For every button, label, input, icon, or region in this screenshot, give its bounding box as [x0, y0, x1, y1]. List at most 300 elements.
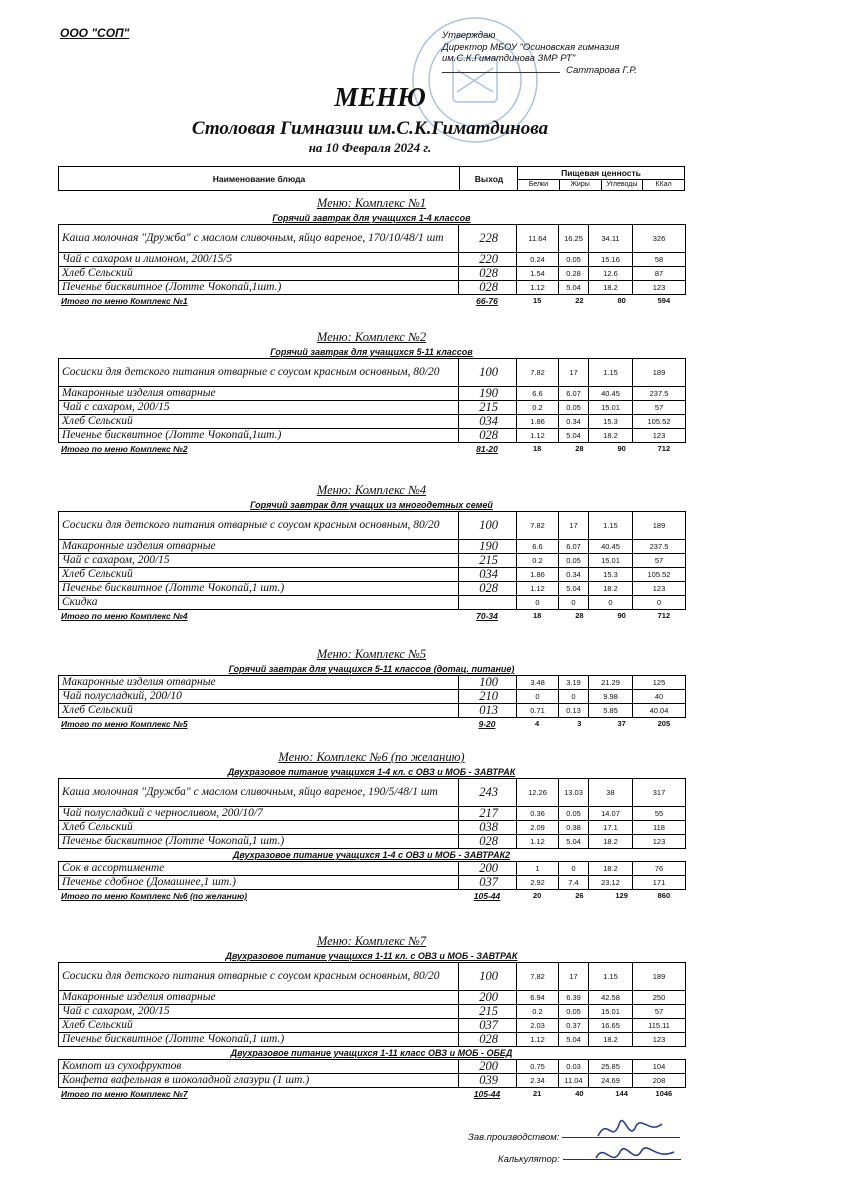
dish-name: Чай с сахаром и лимоном, 200/15/5: [59, 253, 459, 267]
dish-output: 013: [459, 704, 517, 718]
page-subtitle: Столовая Гимназии им.С.К.Гиматдинова: [191, 118, 549, 139]
dish-name: Хлеб Сельский: [59, 568, 459, 582]
section-total: [58, 890, 685, 902]
value-kcal: 55: [633, 807, 686, 821]
total-fat: 3: [577, 719, 582, 728]
section-total: [58, 443, 685, 455]
value-fat: 0.05: [559, 807, 589, 821]
menu-section: [58, 481, 685, 622]
calculator-label: Калькулятор:: [498, 1154, 560, 1165]
total-kcal: 712: [657, 444, 671, 453]
total-fat: 40: [575, 1089, 584, 1098]
value-fat: 0.05: [559, 1005, 589, 1019]
value-carbs: 18.2: [589, 281, 633, 295]
value-fat: 0.05: [559, 401, 589, 415]
dish-name: Печенье бисквитное (Лотте Чокопай,1шт.): [59, 281, 459, 295]
group-subtitle: Двухразовое питание учащихся 1-4 кл. с ОВЗ и МОБ - ЗАВТРАК: [227, 767, 516, 777]
dish-output: 210: [459, 690, 517, 704]
total-protein: 21: [532, 1089, 542, 1098]
value-fat: 3.19: [559, 676, 589, 690]
table-row: [59, 225, 686, 253]
dish-name: Каша молочная "Дружба" с маслом сливочным, яйцо вареное, 190/5/48/1 шт: [59, 779, 459, 807]
value-carbs: 16.65: [589, 1019, 633, 1033]
dish-name: Чай с сахаром, 200/15: [59, 554, 459, 568]
value-kcal: 317: [633, 779, 686, 807]
approve-line2: Директор МБОУ "Осиновская гимназия: [442, 41, 620, 53]
value-carbs: 0: [589, 596, 633, 610]
section-title: Меню: Комплекс №7: [316, 934, 427, 948]
dish-name: Печенье бисквитное (Лотте Чокопай,1шт.): [59, 429, 459, 443]
table-row: [59, 512, 686, 540]
total-protein: 18: [532, 444, 542, 453]
value-kcal: 237.5: [633, 540, 686, 554]
value-carbs: 1.15: [589, 963, 633, 991]
dish-output: 243: [459, 779, 517, 807]
dish-output: 028: [459, 835, 517, 849]
value-protein: 0: [517, 596, 559, 610]
section-total: [58, 1088, 685, 1100]
dish-output: 037: [459, 1019, 517, 1033]
dish-name: Хлеб Сельский: [59, 267, 459, 281]
value-protein: 1: [517, 862, 559, 876]
total-fat: 28: [575, 444, 584, 453]
value-kcal: 40: [633, 690, 686, 704]
value-fat: 5.04: [559, 429, 589, 443]
dish-output: [459, 596, 517, 610]
dish-output: 200: [459, 862, 517, 876]
value-kcal: 105.52: [633, 415, 686, 429]
approve-line1: Утверждаю: [442, 30, 496, 41]
value-fat: 17: [559, 963, 589, 991]
total-output: 70-34: [476, 611, 498, 621]
group-subtitle: Двухразовое питание учащихся 1-11 класс ОВЗ и МОБ - ОБЕД: [230, 1048, 513, 1058]
table-row: [59, 267, 686, 281]
table-row: [59, 387, 686, 401]
organization-name: ООО "СОП": [60, 26, 130, 40]
dish-output: 215: [459, 401, 517, 415]
total-protein: 15: [532, 296, 542, 305]
header-nutrition: Пищевая ценность: [518, 167, 684, 180]
total-protein: 18: [532, 611, 542, 620]
value-protein: 1.12: [517, 835, 559, 849]
dish-name: Чай с сахаром, 200/15: [59, 1005, 459, 1019]
dish-name: Сосиски для детского питания отварные с соусом красным основным, 80/20: [59, 963, 459, 991]
value-protein: 0.36: [517, 807, 559, 821]
dish-name: Хлеб Сельский: [59, 1019, 459, 1033]
table-row: [59, 253, 686, 267]
dish-name: Сок в ассортименте: [59, 862, 459, 876]
total-output: 9-20: [478, 719, 496, 729]
total-carbs: 80: [617, 296, 626, 305]
total-fat: 22: [575, 296, 584, 305]
table-row: [59, 582, 686, 596]
value-carbs: 1.15: [589, 512, 633, 540]
value-carbs: 18.2: [589, 582, 633, 596]
value-fat: 0.13: [559, 704, 589, 718]
value-fat: 17: [559, 359, 589, 387]
value-fat: 11.04: [559, 1074, 589, 1088]
table-row: [59, 862, 686, 876]
total-label: Итого по меню Комплекс №5: [61, 719, 188, 729]
value-carbs: 38: [589, 779, 633, 807]
table-row: [59, 676, 686, 690]
total-label: Итого по меню Комплекс №4: [61, 611, 188, 621]
table-row: [59, 1019, 686, 1033]
menu-section: [58, 328, 685, 455]
value-kcal: 40.04: [633, 704, 686, 718]
dish-output: 028: [459, 281, 517, 295]
value-protein: 12.26: [517, 779, 559, 807]
menu-table: [58, 511, 686, 610]
value-kcal: 118: [633, 821, 686, 835]
dish-name: Макаронные изделия отварные: [59, 387, 459, 401]
table-row: [59, 568, 686, 582]
value-kcal: 57: [633, 554, 686, 568]
dish-output: 028: [459, 1033, 517, 1047]
value-kcal: 123: [633, 582, 686, 596]
value-protein: 0: [517, 690, 559, 704]
value-kcal: 123: [633, 429, 686, 443]
value-carbs: 24.69: [589, 1074, 633, 1088]
dish-output: 039: [459, 1074, 517, 1088]
group-subtitle: Горячий завтрак для учащихся 5-11 классов: [270, 347, 473, 357]
value-protein: 2.03: [517, 1019, 559, 1033]
table-row: [59, 401, 686, 415]
total-carbs: 144: [615, 1089, 628, 1098]
dish-name: Хлеб Сельский: [59, 821, 459, 835]
table-row: [59, 807, 686, 821]
value-protein: 2.34: [517, 1074, 559, 1088]
dish-output: 215: [459, 1005, 517, 1019]
menu-table: [58, 358, 686, 443]
value-carbs: 40.45: [589, 540, 633, 554]
value-carbs: 18.2: [589, 835, 633, 849]
dish-name: Скидка: [59, 596, 459, 610]
menu-date: на 10 Февраля 2024 г.: [308, 140, 432, 155]
value-kcal: 326: [633, 225, 686, 253]
dish-name: Печенье бисквитное (Лотте Чокопай,1 шт.): [59, 835, 459, 849]
table-row: [59, 554, 686, 568]
value-fat: 0: [559, 596, 589, 610]
value-kcal: 105.52: [633, 568, 686, 582]
value-kcal: 189: [633, 359, 686, 387]
value-kcal: 189: [633, 512, 686, 540]
total-label: Итого по меню Комплекс №7: [61, 1089, 188, 1099]
value-carbs: 15.16: [589, 253, 633, 267]
header-col-carbs: Углеводы: [601, 180, 643, 190]
value-carbs: 40.45: [589, 387, 633, 401]
menu-section: [58, 932, 685, 1100]
dish-name: Каша молочная "Дружба" с маслом сливочным, яйцо вареное, 170/10/48/1 шт: [59, 225, 459, 253]
value-protein: 0.24: [517, 253, 559, 267]
value-fat: 17: [559, 512, 589, 540]
value-carbs: 15.01: [589, 401, 633, 415]
value-protein: 11.64: [517, 225, 559, 253]
value-protein: 7.82: [517, 359, 559, 387]
value-fat: 0.34: [559, 568, 589, 582]
value-protein: 0.2: [517, 401, 559, 415]
dish-name: Макаронные изделия отварные: [59, 991, 459, 1005]
value-protein: 1.86: [517, 568, 559, 582]
dish-name: Конфета вафельная в шоколадной глазури (1 шт.): [59, 1074, 459, 1088]
dish-output: 028: [459, 267, 517, 281]
table-header: [58, 166, 685, 191]
value-carbs: 9.98: [589, 690, 633, 704]
value-carbs: 15.01: [589, 1005, 633, 1019]
dish-output: 028: [459, 429, 517, 443]
menu-section: [58, 194, 685, 307]
total-kcal: 594: [657, 296, 671, 305]
section-total: [58, 718, 685, 730]
dish-output: 228: [459, 225, 517, 253]
value-kcal: 123: [633, 835, 686, 849]
section-title: Меню: Комплекс №2: [316, 330, 427, 344]
section-title: Меню: Комплекс №5: [316, 647, 427, 661]
value-kcal: 189: [633, 963, 686, 991]
value-carbs: 18.2: [589, 1033, 633, 1047]
total-kcal: 712: [657, 611, 671, 620]
menu-table: [58, 861, 686, 890]
dish-output: 215: [459, 554, 517, 568]
group-subtitle: Горячий завтрак для учащих из многодетных семей: [250, 500, 493, 510]
dish-output: 220: [459, 253, 517, 267]
value-protein: 1.12: [517, 429, 559, 443]
value-fat: 16.25: [559, 225, 589, 253]
group-subtitle: Двухразовое питание учащихся 1-11 кл. с ОВЗ и МОБ - ЗАВТРАК: [225, 951, 518, 961]
dish-output: 200: [459, 1060, 517, 1074]
group-subtitle: Горячий завтрак для учащихся 1-4 классов: [272, 213, 471, 223]
dish-name: Сосиски для детского питания отварные с соусом красным основным, 80/20: [59, 359, 459, 387]
signature-line: [442, 72, 560, 73]
table-row: [59, 991, 686, 1005]
value-protein: 1.54: [517, 267, 559, 281]
dish-name: Хлеб Сельский: [59, 415, 459, 429]
value-fat: 5.04: [559, 582, 589, 596]
value-fat: 0.05: [559, 253, 589, 267]
value-fat: 5.04: [559, 281, 589, 295]
value-fat: 0.05: [559, 554, 589, 568]
value-protein: 0.2: [517, 554, 559, 568]
value-carbs: 21.29: [589, 676, 633, 690]
total-output: 66-76: [476, 296, 498, 306]
dish-name: Макаронные изделия отварные: [59, 676, 459, 690]
value-fat: 13.03: [559, 779, 589, 807]
value-carbs: 5.85: [589, 704, 633, 718]
value-carbs: 42.58: [589, 991, 633, 1005]
dish-name: Сосиски для детского питания отварные с соусом красным основным, 80/20: [59, 512, 459, 540]
value-fat: 5.04: [559, 1033, 589, 1047]
value-protein: 1.86: [517, 415, 559, 429]
value-kcal: 237.5: [633, 387, 686, 401]
dish-output: 100: [459, 512, 517, 540]
value-kcal: 57: [633, 401, 686, 415]
section-total: [58, 610, 685, 622]
value-protein: 6.94: [517, 991, 559, 1005]
value-fat: 0.34: [559, 415, 589, 429]
total-fat: 28: [575, 611, 584, 620]
menu-table: [58, 962, 686, 1047]
menu-section: [58, 645, 685, 730]
total-label: Итого по меню Комплекс №2: [61, 444, 188, 454]
section-title: Меню: Комплекс №1: [316, 196, 427, 210]
signature-icon: [590, 1112, 680, 1174]
table-row: [59, 1060, 686, 1074]
value-fat: 0.37: [559, 1019, 589, 1033]
table-row: [59, 429, 686, 443]
value-protein: 1.12: [517, 1033, 559, 1047]
table-row: [59, 1033, 686, 1047]
value-carbs: 18.2: [589, 429, 633, 443]
value-fat: 6.39: [559, 991, 589, 1005]
table-row: [59, 821, 686, 835]
section-title: Меню: Комплекс №6 (по желанию): [278, 750, 465, 764]
table-row: [59, 876, 686, 890]
value-kcal: 76: [633, 862, 686, 876]
value-protein: 2.92: [517, 876, 559, 890]
value-kcal: 0: [633, 596, 686, 610]
total-label: Итого по меню Комплекс №1: [61, 296, 188, 306]
value-protein: 6.6: [517, 540, 559, 554]
value-protein: 7.82: [517, 963, 559, 991]
total-output: 81-20: [476, 444, 498, 454]
dish-name: Хлеб Сельский: [59, 704, 459, 718]
value-kcal: 123: [633, 1033, 686, 1047]
value-fat: 5.04: [559, 835, 589, 849]
dish-output: 038: [459, 821, 517, 835]
value-fat: 7.4: [559, 876, 589, 890]
total-protein: 20: [532, 891, 542, 900]
total-kcal: 860: [657, 891, 671, 900]
dish-output: 200: [459, 991, 517, 1005]
value-kcal: 123: [633, 281, 686, 295]
value-protein: 2.09: [517, 821, 559, 835]
total-output: 105-44: [473, 1089, 501, 1099]
value-kcal: 87: [633, 267, 686, 281]
value-fat: 0: [559, 862, 589, 876]
dish-name: Чай с сахаром, 200/15: [59, 401, 459, 415]
menu-table: [58, 778, 686, 849]
dish-name: Печенье сдобное (Домашнее,1 шт.): [59, 876, 459, 890]
dish-name: Печенье бисквитное (Лотте Чокопай,1 шт.): [59, 582, 459, 596]
total-carbs: 37: [617, 719, 626, 728]
header-name: Наименование блюда: [212, 173, 306, 184]
approve-signer: Саттарова Г.Р.: [566, 64, 637, 76]
value-protein: 0.2: [517, 1005, 559, 1019]
section-title: Меню: Комплекс №4: [316, 483, 427, 497]
value-fat: 0: [559, 690, 589, 704]
header-col-kcal: ККал: [642, 180, 684, 190]
dish-name: Печенье бисквитное (Лотте Чокопай,1 шт.): [59, 1033, 459, 1047]
value-protein: 1.12: [517, 281, 559, 295]
total-carbs: 129: [615, 891, 628, 900]
value-kcal: 208: [633, 1074, 686, 1088]
value-fat: 0.38: [559, 821, 589, 835]
dish-output: 100: [459, 676, 517, 690]
value-protein: 7.82: [517, 512, 559, 540]
value-fat: 6.07: [559, 540, 589, 554]
value-kcal: 115.11: [633, 1019, 686, 1033]
value-fat: 0.03: [559, 1060, 589, 1074]
dish-output: 034: [459, 415, 517, 429]
dish-name: Компот из сухофруктов: [59, 1060, 459, 1074]
value-carbs: 14.07: [589, 807, 633, 821]
menu-table: [58, 1059, 686, 1088]
value-carbs: 25.85: [589, 1060, 633, 1074]
value-protein: 3.48: [517, 676, 559, 690]
table-row: [59, 690, 686, 704]
total-output: 105-44: [473, 891, 501, 901]
production-label: Зав.производством:: [468, 1132, 560, 1143]
total-kcal: 1046: [655, 1089, 673, 1098]
value-kcal: 104: [633, 1060, 686, 1074]
group-subtitle: Двухразовое питание учащихся 1-4 с ОВЗ и МОБ - ЗАВТРАК2: [232, 850, 511, 860]
approval-block: [442, 30, 637, 76]
header-output: Выход: [459, 167, 518, 190]
total-label: Итого по меню Комплекс №6 (по желанию): [61, 891, 248, 901]
value-protein: 6.6: [517, 387, 559, 401]
table-row: [59, 963, 686, 991]
menu-table: [58, 224, 686, 295]
total-protein: 4: [535, 719, 540, 728]
header-col-protein: Белки: [528, 181, 549, 188]
dish-name: Чай полусладкий с черносливом, 200/10/7: [59, 807, 459, 821]
dish-output: 190: [459, 540, 517, 554]
value-fat: 0.28: [559, 267, 589, 281]
value-carbs: 15.01: [589, 554, 633, 568]
dish-output: 034: [459, 568, 517, 582]
table-row: [59, 1074, 686, 1088]
value-carbs: 34.11: [589, 225, 633, 253]
dish-output: 028: [459, 582, 517, 596]
value-protein: 0.71: [517, 704, 559, 718]
value-carbs: 15.3: [589, 415, 633, 429]
value-carbs: 15.3: [589, 568, 633, 582]
table-row: [59, 415, 686, 429]
table-row: [59, 704, 686, 718]
total-carbs: 90: [617, 444, 626, 453]
value-protein: 0.75: [517, 1060, 559, 1074]
value-kcal: 171: [633, 876, 686, 890]
value-carbs: 12.6: [589, 267, 633, 281]
total-carbs: 90: [617, 611, 626, 620]
dish-name: Чай полусладкий, 200/10: [59, 690, 459, 704]
dish-output: 037: [459, 876, 517, 890]
value-fat: 6.07: [559, 387, 589, 401]
value-carbs: 18.2: [589, 862, 633, 876]
table-row: [59, 359, 686, 387]
menu-table: [58, 675, 686, 718]
dish-name: Макаронные изделия отварные: [59, 540, 459, 554]
value-carbs: 1.15: [589, 359, 633, 387]
total-kcal: 205: [657, 719, 671, 728]
section-total: [58, 295, 685, 307]
table-row: [59, 835, 686, 849]
value-protein: 1.12: [517, 582, 559, 596]
value-kcal: 125: [633, 676, 686, 690]
table-row: [59, 1005, 686, 1019]
value-carbs: 23.12: [589, 876, 633, 890]
header-col-fat: Жиры: [559, 180, 601, 190]
value-kcal: 58: [633, 253, 686, 267]
value-kcal: 57: [633, 1005, 686, 1019]
dish-output: 100: [459, 359, 517, 387]
approve-line3: им.С.К.Гиматдинова ЗМР РТ": [442, 53, 576, 64]
table-row: [59, 281, 686, 295]
value-carbs: 17.1: [589, 821, 633, 835]
page-title: МЕНЮ: [334, 82, 426, 112]
dish-output: 217: [459, 807, 517, 821]
table-row: [59, 779, 686, 807]
